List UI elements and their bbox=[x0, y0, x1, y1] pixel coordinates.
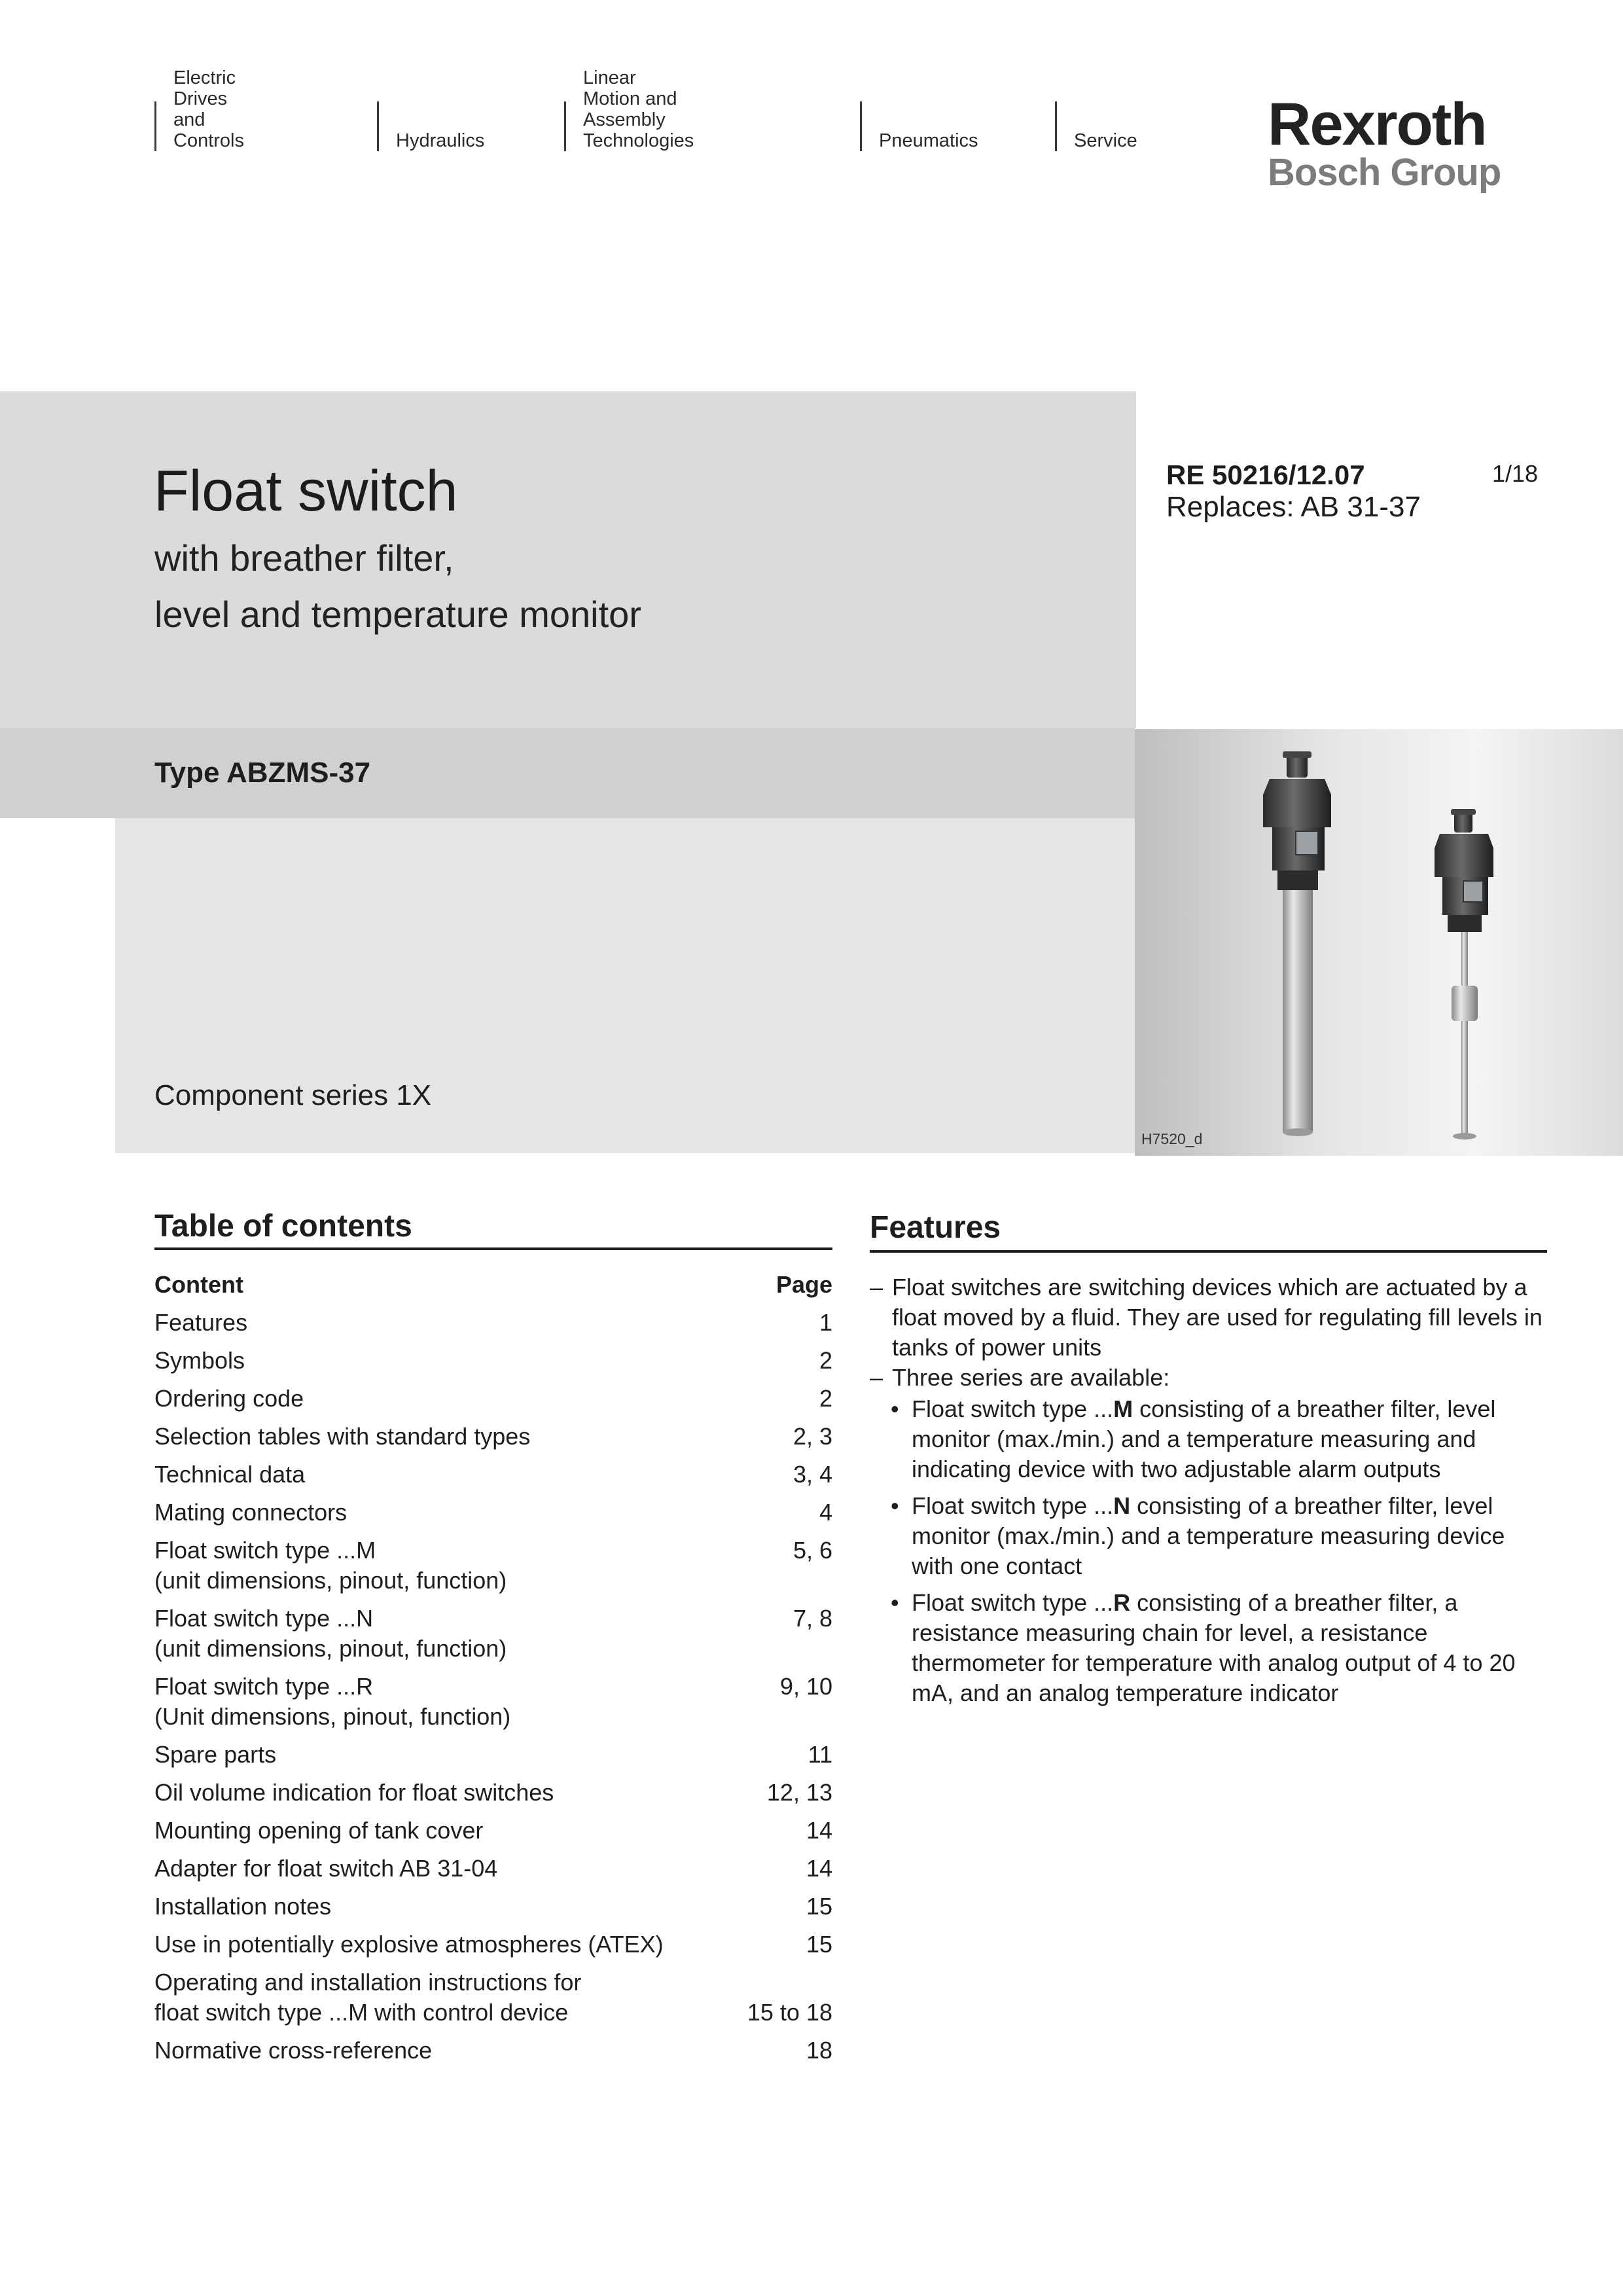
subitem-prefix: Float switch type ... bbox=[912, 1492, 1114, 1519]
toc-entry-page: 2 bbox=[819, 1385, 832, 1412]
toc-table bbox=[154, 1270, 832, 2066]
nav-label: Linear Motion and Assembly Technologies bbox=[583, 67, 694, 151]
toc-entry-title: Use in potentially explosive atmospheres (ATEX) bbox=[154, 1931, 664, 1958]
subitem-prefix: Float switch type ... bbox=[912, 1589, 1114, 1616]
toc-entry-page: 2 bbox=[819, 1347, 832, 1374]
subitem-prefix: Float switch type ... bbox=[912, 1395, 1114, 1422]
toc-col-content: Content bbox=[154, 1271, 243, 1298]
nav-service[interactable] bbox=[1055, 101, 1137, 151]
toc-row[interactable] bbox=[154, 1535, 832, 1596]
toc-entry-page: 1 bbox=[819, 1309, 832, 1336]
features-rule bbox=[870, 1250, 1547, 1253]
toc-entry-page: 18 bbox=[806, 2037, 832, 2064]
toc-entry-title: Mating connectors bbox=[154, 1499, 348, 1526]
subitem-text: consisting of a breather filter, a resistance measuring chain for level, a resistance thermometer for temperature with analog output of 4 to 20 mA, and an analog temperature indicator bbox=[912, 1589, 1516, 1706]
toc-entry-title: Float switch type ...R (Unit dimensions, pinout, function) bbox=[154, 1673, 511, 1730]
page-subtitle bbox=[154, 530, 641, 643]
nav-pneumatics[interactable] bbox=[860, 101, 978, 151]
feature-item bbox=[870, 1363, 1547, 1393]
features-heading: Features bbox=[870, 1210, 1001, 1245]
toc-entry-title: Ordering code bbox=[154, 1385, 304, 1412]
toc-rule bbox=[154, 1247, 832, 1250]
document-number: RE 50216/12.07 bbox=[1166, 459, 1365, 490]
toc-row[interactable] bbox=[154, 1460, 832, 1490]
toc-entry-page: 9, 10 bbox=[779, 1673, 832, 1700]
toc-header-row bbox=[154, 1270, 832, 1300]
type-label: Type ABZMS-37 bbox=[154, 757, 371, 789]
toc-row[interactable] bbox=[154, 1672, 832, 1732]
dash-marker: – bbox=[870, 1364, 883, 1391]
toc-entry-title: Features bbox=[154, 1309, 248, 1336]
toc-entry-page: 3, 4 bbox=[793, 1461, 832, 1488]
toc-entry-page: 5, 6 bbox=[793, 1537, 832, 1564]
toc-col-page: Page bbox=[776, 1271, 832, 1298]
toc-row[interactable] bbox=[154, 1422, 832, 1452]
toc-entry-title: Adapter for float switch AB 31-04 bbox=[154, 1855, 498, 1882]
toc-entry-title: Mounting opening of tank cover bbox=[154, 1817, 484, 1844]
toc-entry-page: 12, 13 bbox=[766, 1779, 832, 1806]
toc-entry-page: 7, 8 bbox=[793, 1605, 832, 1632]
feature-subitem-r bbox=[870, 1588, 1547, 1708]
toc-entry-title: Technical data bbox=[154, 1461, 306, 1488]
toc-row[interactable] bbox=[154, 1967, 832, 2028]
toc-row[interactable] bbox=[154, 1346, 832, 1376]
toc-row[interactable] bbox=[154, 1308, 832, 1338]
bullet-marker: • bbox=[891, 1395, 899, 1422]
rexroth-logo: Rexroth bbox=[1268, 91, 1486, 158]
bullet-marker: • bbox=[891, 1589, 899, 1616]
nav-hydraulics[interactable] bbox=[377, 101, 485, 151]
toc-entry-page: 14 bbox=[806, 1855, 832, 1882]
toc-row[interactable] bbox=[154, 1816, 832, 1846]
page-title: Float switch bbox=[154, 458, 458, 523]
float-switch-illustration bbox=[1135, 729, 1623, 1156]
nav-electric-drives[interactable] bbox=[154, 67, 244, 151]
nav-label: Electric Drives and Controls bbox=[173, 67, 244, 151]
toc-entry-title: Float switch type ...M (unit dimensions, pinout, function) bbox=[154, 1537, 507, 1594]
toc-entry-page: 14 bbox=[806, 1817, 832, 1844]
toc-row[interactable] bbox=[154, 1778, 832, 1808]
toc-entry-title: Operating and installation instructions for float switch type ...M with control device bbox=[154, 1969, 582, 2026]
nav-linear-motion[interactable] bbox=[564, 67, 694, 151]
toc-entry-title: Oil volume indication for float switches bbox=[154, 1779, 554, 1806]
feature-item bbox=[870, 1272, 1547, 1363]
toc-row[interactable] bbox=[154, 1740, 832, 1770]
toc-row[interactable] bbox=[154, 1929, 832, 1960]
features-list bbox=[870, 1272, 1547, 1708]
toc-entry-page: 4 bbox=[819, 1499, 832, 1526]
feature-text: Three series are available: bbox=[892, 1364, 1170, 1391]
subtitle-line: level and temperature monitor bbox=[154, 594, 641, 635]
bullet-marker: • bbox=[891, 1492, 899, 1519]
toc-entry-page: 2, 3 bbox=[793, 1423, 832, 1450]
toc-entry-title: Float switch type ...N (unit dimensions, pinout, function) bbox=[154, 1605, 507, 1662]
replaces-note: Replaces: AB 31-37 bbox=[1166, 491, 1421, 523]
toc-entry-page: 15 bbox=[806, 1893, 832, 1920]
subtitle-line: with breather filter, bbox=[154, 537, 454, 579]
toc-heading: Table of contents bbox=[154, 1209, 412, 1244]
toc-row[interactable] bbox=[154, 1892, 832, 1922]
toc-entry-title: Installation notes bbox=[154, 1893, 332, 1920]
toc-entry-title: Normative cross-reference bbox=[154, 2037, 433, 2064]
feature-subitem-m bbox=[870, 1394, 1547, 1484]
toc-entry-page: 15 to 18 bbox=[747, 1999, 832, 2026]
subitem-type-key: N bbox=[1113, 1492, 1131, 1519]
feature-subitem-n bbox=[870, 1491, 1547, 1581]
toc-entry-title: Spare parts bbox=[154, 1741, 277, 1768]
toc-row[interactable] bbox=[154, 1384, 832, 1414]
toc-row[interactable] bbox=[154, 2036, 832, 2066]
subitem-text: consisting of a breather filter, level monitor (max./min.) and a temperature measuring device with one contact bbox=[912, 1492, 1505, 1579]
nav-label: Service bbox=[1074, 130, 1137, 151]
toc-entry-title: Selection tables with standard types bbox=[154, 1423, 531, 1450]
nav-label: Hydraulics bbox=[396, 130, 485, 151]
toc-entry-page: 11 bbox=[808, 1741, 832, 1768]
toc-row[interactable] bbox=[154, 1854, 832, 1884]
bosch-group-logo: Bosch Group bbox=[1268, 151, 1501, 194]
toc-row[interactable] bbox=[154, 1498, 832, 1528]
subitem-type-key: R bbox=[1113, 1589, 1131, 1616]
feature-text: Float switches are switching devices which are actuated by a float moved by a fluid. They are used for regulating fill levels in tanks of power units bbox=[892, 1274, 1543, 1361]
dash-marker: – bbox=[870, 1274, 883, 1300]
photo-code: H7520_d bbox=[1141, 1130, 1203, 1147]
toc-row[interactable] bbox=[154, 1604, 832, 1664]
product-photo bbox=[1135, 729, 1623, 1156]
toc-entry-title: Symbols bbox=[154, 1347, 245, 1374]
nav-label: Pneumatics bbox=[879, 130, 978, 151]
subitem-text: consisting of a breather filter, level monitor (max./min.) and a temperature measuring and indicating device with two adjustable alarm outputs bbox=[912, 1395, 1496, 1482]
page-number: 1/18 bbox=[1492, 460, 1539, 487]
subitem-type-key: M bbox=[1113, 1395, 1133, 1422]
component-series: Component series 1X bbox=[154, 1079, 432, 1111]
toc-entry-page: 15 bbox=[806, 1931, 832, 1958]
